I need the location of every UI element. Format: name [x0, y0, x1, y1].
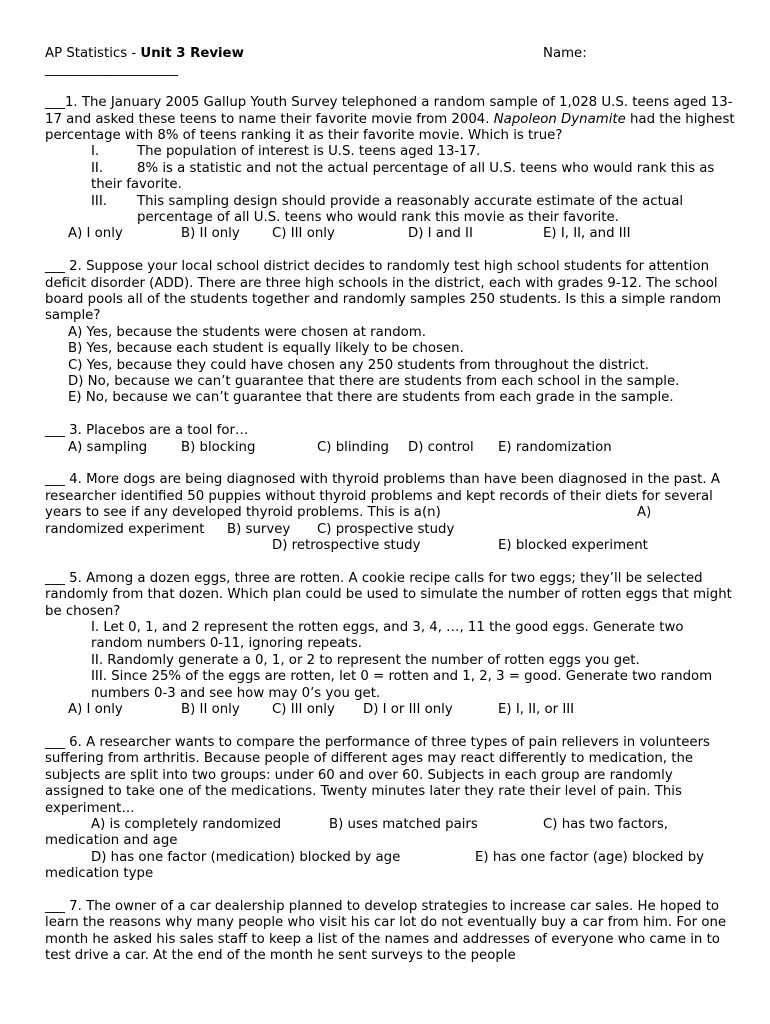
question-3: ___ 3. Placebos are a tool for… — [45, 423, 249, 439]
choices — [45, 538, 735, 554]
choice: B) II only — [181, 226, 240, 242]
question-1: ___1. The January 2005 Gallup Youth Survey telephoned a random sample of 1,028 U.S. teens aged 13-17 and asked these teens to name their favorite movie from 2004. Napoleon Dynamite had the highest percentage with 8% of teens ranking it as their favorite movie. Which is true? — [45, 95, 735, 144]
choice: A) is completely randomized — [91, 816, 282, 832]
choices — [45, 440, 735, 456]
choice: E) randomization — [498, 439, 612, 455]
question-5: ___ 5. Among a dozen eggs, three are rotten. A cookie recipe calls for two eggs; they’ll be selected randomly from that dozen. Which plan could be used to simulate the number of rotten eggs that might be chosen? — [45, 570, 732, 619]
movie-title: Napoleon Dynamite — [493, 111, 626, 127]
choice: A) I only — [68, 702, 123, 718]
answer-blank: ___ — [45, 570, 65, 586]
choices — [45, 850, 735, 866]
name-label: Name: — [543, 46, 587, 61]
worksheet-page — [45, 46, 735, 965]
choice: E) I, II, and III — [543, 226, 631, 242]
choice: D) I and II — [408, 226, 473, 242]
choice: B) blocking — [181, 439, 256, 455]
choice: E) No, because we can’t guarantee that there are students from each grade in the sample. — [68, 390, 674, 406]
name-line: ____________________ — [45, 62, 178, 78]
course-title: AP Statistics - — [45, 46, 141, 61]
choice: D) retrospective study — [272, 538, 421, 554]
choice-a-label: A) — [637, 505, 652, 521]
plan: I. Let 0, 1, and 2 represent the rotten eggs, and 3, 4, …, 11 the good eggs. Generate two random numbers 0-11, ignoring repeats. — [91, 620, 684, 652]
header — [45, 46, 735, 62]
choice: E) has one factor (age) blocked by — [475, 849, 705, 865]
question-4: ___ 4. More dogs are being diagnosed with thyroid problems than have been diagnosed in the past. A researcher identified 50 puppies without thyroid problems and kept records of their diets for several years to see if any developed thyroid problems. This is a(n) A) — [45, 472, 720, 521]
statement: II. 8% is a statistic and not the actual percentage of all U.S. teens who would rank this as their favorite. — [91, 160, 715, 193]
choice-continuation: medication type — [45, 866, 154, 882]
choice: randomized experiment — [45, 521, 205, 537]
statement: I. The population of interest is U.S. teens aged 13-17. — [91, 144, 481, 160]
answer-blank: ___ — [45, 259, 65, 275]
answer-blank: ___ — [45, 734, 65, 750]
choice: B) survey — [227, 521, 291, 537]
question-2: ___ 2. Suppose your local school district decides to randomly test high school students for attention deficit disorder (ADD). There are three high schools in the district, each with grades 9-12. The school board pools all of the students together and randomly samples 250 students. Is this a simple random sample? — [45, 259, 722, 324]
choice: D) No, because we can’t guarantee that there are students from each school in the sample. — [68, 374, 680, 390]
choices — [45, 817, 735, 833]
choice: C) prospective study — [317, 521, 455, 537]
question-6: ___ 6. A researcher wants to compare the performance of three types of pain relievers in volunteers suffering from arthritis. Because people of different ages may react differently to medication, the subjects are split into two groups: under 60 and over 60. Subjects in each group are randomly assigned to take one of the medications. Twenty minutes later they rate their level of pain. This experiment… — [45, 734, 710, 816]
choice: B) Yes, because each student is equally likely to be chosen. — [68, 341, 464, 357]
choice: C) blinding — [317, 439, 389, 455]
choice: B) II only — [181, 702, 240, 718]
choice: A) Yes, because the students were chosen at random. — [68, 324, 426, 340]
unit-title: Unit 3 Review — [140, 46, 244, 61]
answer-blank: ___ — [45, 95, 65, 111]
choice: E) blocked experiment — [498, 538, 648, 554]
choice: D) control — [408, 439, 474, 455]
choice: C) has two factors, — [543, 816, 668, 832]
choice-continuation: medication and age — [45, 833, 178, 849]
choices — [45, 702, 735, 718]
answer-blank: ___ — [45, 472, 65, 488]
choices — [45, 226, 735, 242]
question-7: ___ 7. The owner of a car dealership planned to develop strategies to increase car sales. He hoped to learn the reasons why many people who visit his car lot do not eventually buy a car from him. For one month he asked his sales staff to keep a list of the names and addresses of everyone who came in to test drive a car. At the end of the month he sent surveys to the people — [45, 898, 727, 964]
choice: D) I or III only — [363, 702, 453, 718]
choice: C) III only — [272, 226, 335, 242]
choice: D) has one factor (medication) blocked by age — [91, 849, 401, 865]
answer-blank: ___ — [45, 423, 65, 439]
choice: A) I only — [68, 226, 123, 242]
choice: B) uses matched pairs — [329, 816, 478, 832]
statement: III. This sampling design should provide a reasonably accurate estimate of the actual percentage of all U.S. teens who would rank this movie as their favorite. — [91, 193, 684, 226]
choices — [45, 522, 735, 538]
plan: III. Since 25% of the eggs are rotten, let 0 = rotten and 1, 2, 3 = good. Generate two random numbers 0-3 and see how may 0’s you get. — [91, 669, 713, 701]
choice: E) I, II, or III — [498, 702, 575, 718]
choice: C) Yes, because they could have chosen any 250 students from throughout the district. — [68, 357, 650, 373]
answer-blank: ___ — [45, 898, 65, 914]
plan: II. Randomly generate a 0, 1, or 2 to represent the number of rotten eggs you get. — [91, 652, 640, 668]
choice: A) sampling — [68, 439, 148, 455]
choice: C) III only — [272, 702, 335, 718]
